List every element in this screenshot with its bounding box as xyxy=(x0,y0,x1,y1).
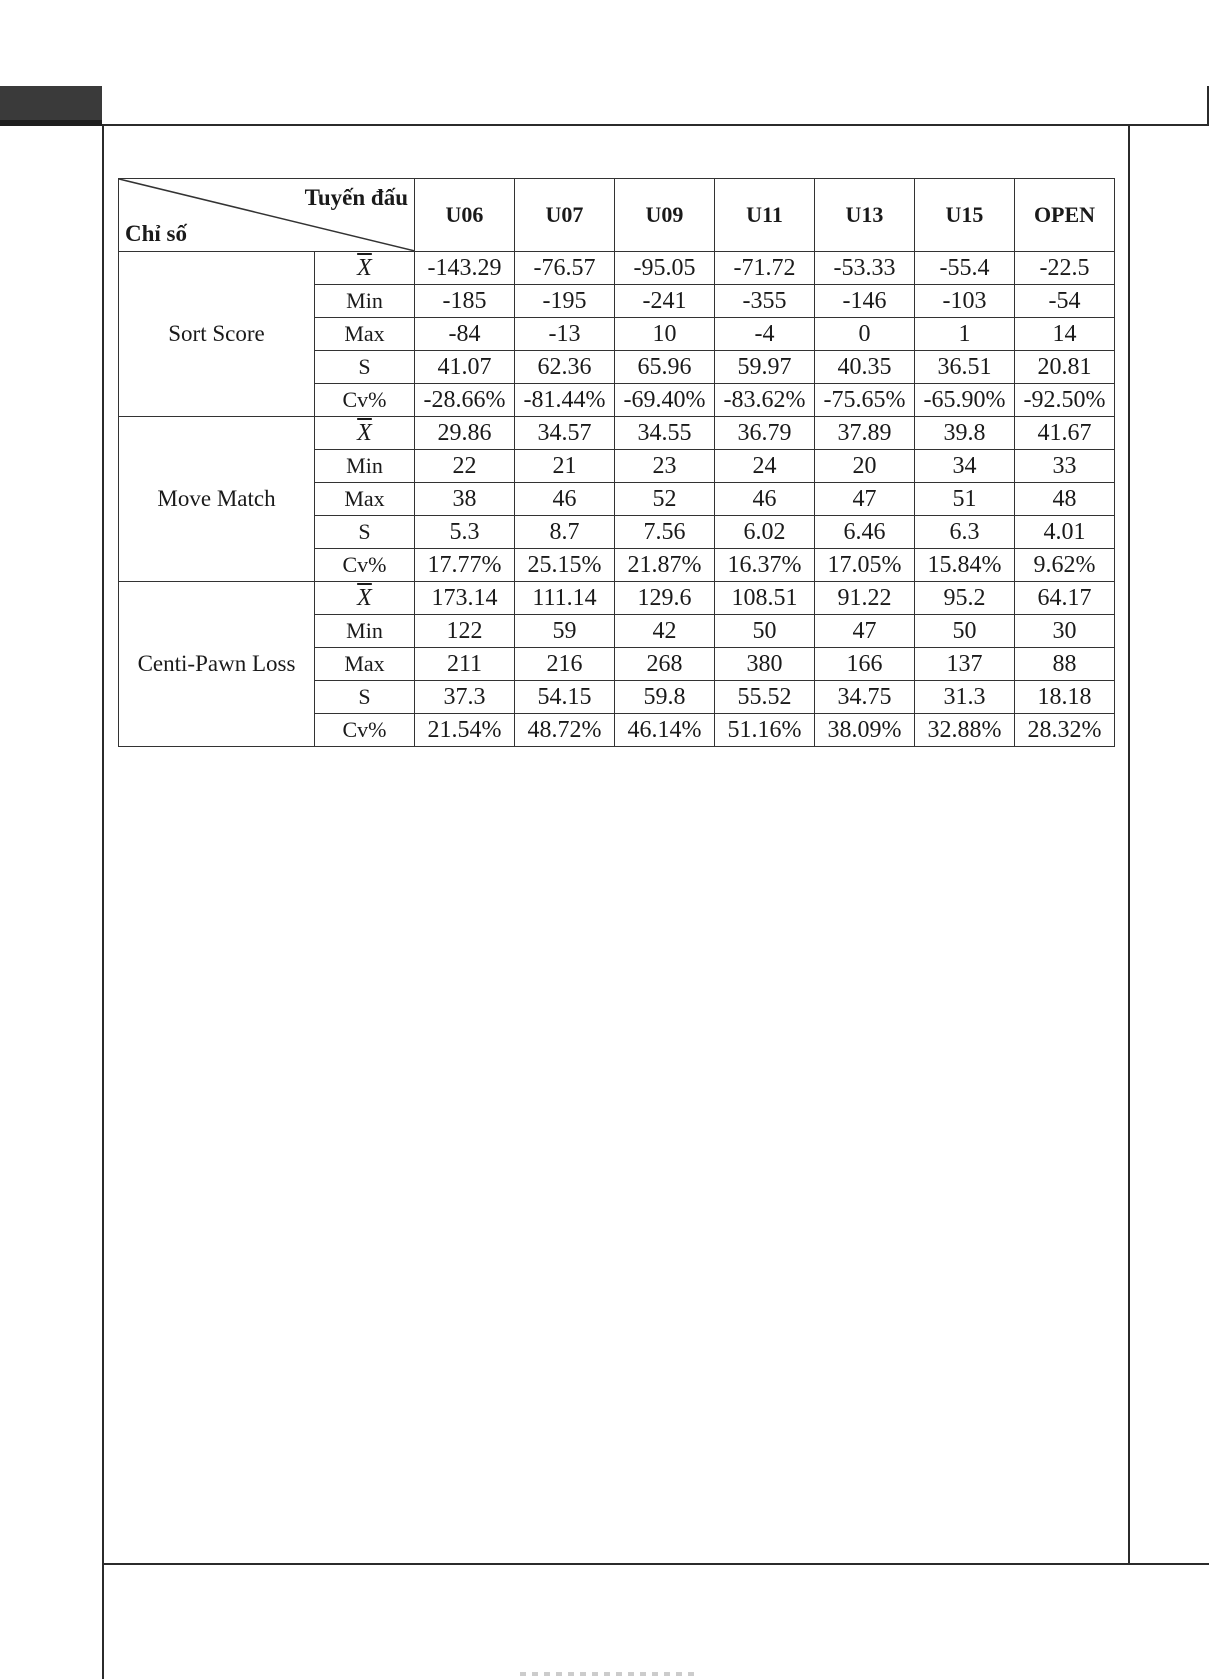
value-cell: 14 xyxy=(1015,318,1115,351)
column-header: U13 xyxy=(815,179,915,252)
value-cell: 54.15 xyxy=(515,681,615,714)
column-header: U07 xyxy=(515,179,615,252)
value-cell: -83.62% xyxy=(715,384,815,417)
value-cell: -185 xyxy=(415,285,515,318)
column-header: U11 xyxy=(715,179,815,252)
group-label: Move Match xyxy=(119,417,315,582)
value-cell: 39.8 xyxy=(915,417,1015,450)
stat-label-text: Cv% xyxy=(342,387,387,412)
value-cell: 16.37% xyxy=(715,549,815,582)
footer-faint-text xyxy=(520,1672,700,1676)
value-cell: -241 xyxy=(615,285,715,318)
stat-label xyxy=(315,285,415,318)
value-cell: -103 xyxy=(915,285,1015,318)
stat-label-text: Min xyxy=(346,453,383,478)
header-corner-block xyxy=(0,86,102,120)
value-cell: 111.14 xyxy=(515,582,615,615)
value-cell: 8.7 xyxy=(515,516,615,549)
left-margin-rule xyxy=(102,124,104,1679)
value-cell: 32.88% xyxy=(915,714,1015,747)
value-cell: 46.14% xyxy=(615,714,715,747)
value-cell: 65.96 xyxy=(615,351,715,384)
value-cell: 20 xyxy=(815,450,915,483)
stat-label-text: Max xyxy=(344,486,385,511)
value-cell: 34.75 xyxy=(815,681,915,714)
mean-symbol: $\overline{X}$ xyxy=(357,419,372,446)
value-cell: 4.01 xyxy=(1015,516,1115,549)
value-cell: 24 xyxy=(715,450,815,483)
value-cell: 31.3 xyxy=(915,681,1015,714)
value-cell: 37.3 xyxy=(415,681,515,714)
value-cell: 268 xyxy=(615,648,715,681)
value-cell: 5.3 xyxy=(415,516,515,549)
stat-label xyxy=(315,450,415,483)
value-cell: 6.3 xyxy=(915,516,1015,549)
value-cell: 51 xyxy=(915,483,1015,516)
value-cell: 33 xyxy=(1015,450,1115,483)
value-cell: -22.5 xyxy=(1015,252,1115,285)
value-cell: 36.51 xyxy=(915,351,1015,384)
value-cell: 15.84% xyxy=(915,549,1015,582)
value-cell: -71.72 xyxy=(715,252,815,285)
mean-symbol: $\overline{X}$ xyxy=(357,254,372,281)
value-cell: 28.32% xyxy=(1015,714,1115,747)
stat-label xyxy=(315,681,415,714)
value-cell: 17.77% xyxy=(415,549,515,582)
table-row xyxy=(119,582,1115,615)
value-cell: 50 xyxy=(915,615,1015,648)
value-cell: 42 xyxy=(615,615,715,648)
value-cell: -13 xyxy=(515,318,615,351)
value-cell: 122 xyxy=(415,615,515,648)
value-cell: -146 xyxy=(815,285,915,318)
stat-label xyxy=(315,714,415,747)
value-cell: 21.54% xyxy=(415,714,515,747)
stat-label xyxy=(315,549,415,582)
table-body xyxy=(119,252,1115,747)
value-cell: 59 xyxy=(515,615,615,648)
value-cell: 30 xyxy=(1015,615,1115,648)
value-cell: -84 xyxy=(415,318,515,351)
right-margin-rule-top xyxy=(1207,86,1209,124)
value-cell: -54 xyxy=(1015,285,1115,318)
value-cell: 29.86 xyxy=(415,417,515,450)
stat-label-text: Min xyxy=(346,288,383,313)
value-cell: 6.46 xyxy=(815,516,915,549)
value-cell: -143.29 xyxy=(415,252,515,285)
corner-header-cell xyxy=(119,179,415,252)
right-margin-rule xyxy=(1128,124,1130,1564)
stat-label-text: Max xyxy=(344,321,385,346)
header-corner-underline xyxy=(0,120,102,126)
value-cell: 59.97 xyxy=(715,351,815,384)
stat-label xyxy=(315,417,415,450)
header-rule xyxy=(102,124,1209,126)
stat-label-text: Min xyxy=(346,618,383,643)
value-cell: 88 xyxy=(1015,648,1115,681)
value-cell: -75.65% xyxy=(815,384,915,417)
stat-label xyxy=(315,351,415,384)
value-cell: 48.72% xyxy=(515,714,615,747)
value-cell: 108.51 xyxy=(715,582,815,615)
table-row xyxy=(119,417,1115,450)
value-cell: 38.09% xyxy=(815,714,915,747)
value-cell: -81.44% xyxy=(515,384,615,417)
value-cell: 22 xyxy=(415,450,515,483)
value-cell: 46 xyxy=(715,483,815,516)
stat-label-text: S xyxy=(358,354,371,379)
value-cell: 40.35 xyxy=(815,351,915,384)
value-cell: 380 xyxy=(715,648,815,681)
value-cell: 47 xyxy=(815,483,915,516)
corner-bottom-label: Chỉ số xyxy=(125,221,187,246)
value-cell: 7.56 xyxy=(615,516,715,549)
value-cell: 34 xyxy=(915,450,1015,483)
value-cell: -55.4 xyxy=(915,252,1015,285)
value-cell: 25.15% xyxy=(515,549,615,582)
value-cell: 129.6 xyxy=(615,582,715,615)
value-cell: 38 xyxy=(415,483,515,516)
value-cell: 37.89 xyxy=(815,417,915,450)
corner-top-label: Tuyến đấu xyxy=(304,185,408,210)
value-cell: 48 xyxy=(1015,483,1115,516)
stat-label xyxy=(315,582,415,615)
value-cell: 41.07 xyxy=(415,351,515,384)
stat-label xyxy=(315,648,415,681)
value-cell: 17.05% xyxy=(815,549,915,582)
value-cell: -53.33 xyxy=(815,252,915,285)
value-cell: 59.8 xyxy=(615,681,715,714)
value-cell: 95.2 xyxy=(915,582,1015,615)
value-cell: 91.22 xyxy=(815,582,915,615)
value-cell: 52 xyxy=(615,483,715,516)
value-cell: 9.62% xyxy=(1015,549,1115,582)
value-cell: -95.05 xyxy=(615,252,715,285)
footer-rule xyxy=(102,1563,1209,1565)
column-header: U06 xyxy=(415,179,515,252)
value-cell: 62.36 xyxy=(515,351,615,384)
value-cell: 10 xyxy=(615,318,715,351)
value-cell: 34.55 xyxy=(615,417,715,450)
value-cell: 64.17 xyxy=(1015,582,1115,615)
stat-label xyxy=(315,483,415,516)
value-cell: 0 xyxy=(815,318,915,351)
value-cell: 47 xyxy=(815,615,915,648)
stat-label-text: Max xyxy=(344,651,385,676)
value-cell: 211 xyxy=(415,648,515,681)
stat-label xyxy=(315,384,415,417)
value-cell: 173.14 xyxy=(415,582,515,615)
stat-label xyxy=(315,516,415,549)
value-cell: 55.52 xyxy=(715,681,815,714)
stat-label xyxy=(315,318,415,351)
stat-label-text: Cv% xyxy=(342,552,387,577)
stat-label-text: Cv% xyxy=(342,717,387,742)
value-cell: 41.67 xyxy=(1015,417,1115,450)
value-cell: 21 xyxy=(515,450,615,483)
mean-symbol: $\overline{X}$ xyxy=(357,584,372,611)
group-label: Sort Score xyxy=(119,252,315,417)
group-label: Centi-Pawn Loss xyxy=(119,582,315,747)
value-cell: 23 xyxy=(615,450,715,483)
table-row xyxy=(119,252,1115,285)
stat-label-text: S xyxy=(358,684,371,709)
value-cell: 20.81 xyxy=(1015,351,1115,384)
stat-label xyxy=(315,252,415,285)
value-cell: 46 xyxy=(515,483,615,516)
value-cell: -195 xyxy=(515,285,615,318)
stat-label-text: S xyxy=(358,519,371,544)
value-cell: -76.57 xyxy=(515,252,615,285)
column-header: U09 xyxy=(615,179,715,252)
value-cell: 36.79 xyxy=(715,417,815,450)
value-cell: 216 xyxy=(515,648,615,681)
value-cell: 1 xyxy=(915,318,1015,351)
header-row xyxy=(119,179,1115,252)
value-cell: -355 xyxy=(715,285,815,318)
value-cell: -69.40% xyxy=(615,384,715,417)
value-cell: 50 xyxy=(715,615,815,648)
column-header: U15 xyxy=(915,179,1015,252)
value-cell: 166 xyxy=(815,648,915,681)
value-cell: -65.90% xyxy=(915,384,1015,417)
value-cell: 21.87% xyxy=(615,549,715,582)
value-cell: 51.16% xyxy=(715,714,815,747)
value-cell: -92.50% xyxy=(1015,384,1115,417)
value-cell: -4 xyxy=(715,318,815,351)
stat-label xyxy=(315,615,415,648)
statistics-table xyxy=(118,178,1115,747)
value-cell: 137 xyxy=(915,648,1015,681)
value-cell: 6.02 xyxy=(715,516,815,549)
value-cell: 18.18 xyxy=(1015,681,1115,714)
column-header: OPEN xyxy=(1015,179,1115,252)
value-cell: -28.66% xyxy=(415,384,515,417)
value-cell: 34.57 xyxy=(515,417,615,450)
